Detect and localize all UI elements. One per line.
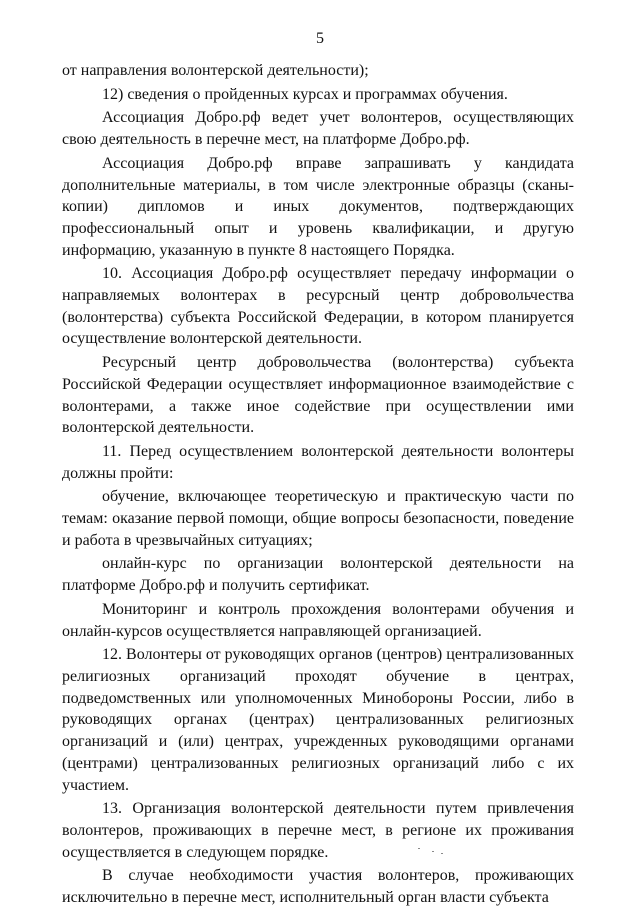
paragraph-section-11: 11. Перед осуществлением волонтерской деятельности волонтеры должны пройти: (62, 442, 574, 482)
paragraph-item-12: 12) сведения о пройденных курсах и программах обучения. (102, 85, 508, 103)
paragraph-residents: В случае необходимости участия волонтеров, проживающих исключительно в перечне мест, исполнительный орган власти субъекта (62, 867, 574, 907)
paragraph-training: обучение, включающее теоретическую и практическую части по темам: оказание первой помощи, общие вопросы безопасности, поведение и работа в чрезвычайных ситуациях; (62, 488, 574, 549)
paragraph-section-10: 10. Ассоциация Добро.рф осуществляет передачу информации о направляемых волонтерах в ресурсный центр добровольчества (волонтерства) субъекта Российской Федерации, в котором планируется осуществление волонтерской деятельности. (62, 265, 574, 348)
document-body (62, 60, 574, 909)
paragraph-monitoring: Мониторинг и контроль прохождения волонтерами обучения и онлайн-курсов осуществляется направляющей организацией. (62, 600, 574, 640)
paragraph-resource-center: Ресурсный центр добровольчества (волонтерства) субъекта Российской Федерации осуществляет информационное взаимодействие с волонтерами, а также иное содействие при осуществлении ими волонтерской деятельности. (62, 354, 574, 437)
paragraph-additional-materials: Ассоциация Добро.рф вправе запрашивать у кандидата дополнительные материалы, в том числе электронные образцы (сканы-копии) дипломов и иных документов, подтверждающих профессиональный опыт и уровень квалификации, и другую информацию, указанную в пункте 8 настоящего Порядка. (62, 154, 574, 259)
page-number: 5 (316, 30, 324, 47)
scan-speck (432, 851, 434, 852)
paragraph-continuation: от направления волонтерской деятельности); (62, 62, 369, 79)
paragraph-registry: Ассоциация Добро.рф ведет учет волонтеров, осуществляющих свою деятельность в перечне мест, на платформе Добро.рф. (62, 109, 574, 149)
paragraph-online-course: онлайн-курс по организации волонтерской деятельности на платформе Добро.рф и получить сертификат. (62, 555, 574, 595)
scan-speck (441, 853, 443, 854)
paragraph-section-13: 13. Организация волонтерской деятельности путем привлечения волонтеров, проживающих в перечне мест, в регионе их проживания осуществляется в следующем порядке. (62, 800, 574, 861)
scan-speck (418, 848, 420, 849)
paragraph-section-12: 12. Волонтеры от руководящих органов (центров) централизованных религиозных организаций проходят обучение в центрах, подведомственных или уполномоченных Минобороны России, либо в руководящих органах (центрах) централизованных религиозных организаций и (или) центрах, учрежденных руководящими органами (центрами) централизованных религиозных организаций либо с их участием. (62, 646, 574, 794)
